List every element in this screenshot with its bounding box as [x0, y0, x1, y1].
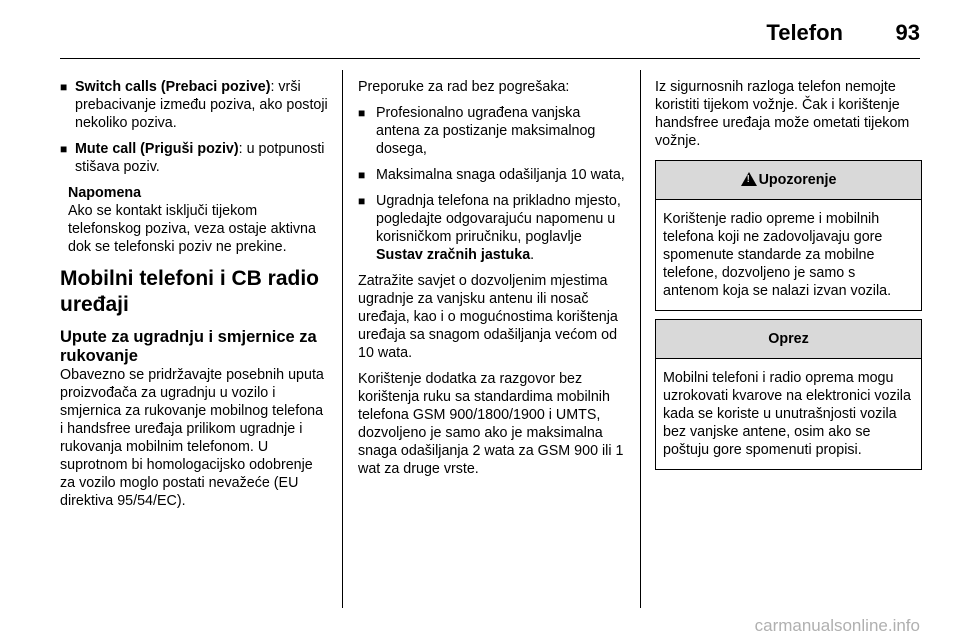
page-number: 93 — [895, 20, 920, 45]
page-header — [0, 14, 960, 54]
note-text: Ako se kontakt isključi tijekom telefonskog poziva, veza ostaje aktivna dok se telefonski poziv ne prekine. — [68, 203, 316, 255]
bullet-icon: ■ — [60, 80, 68, 94]
warning-header — [656, 161, 921, 200]
list-item-text: : vrši prebacivanje između poziva, ako postoji nekoliko poziva. — [75, 79, 328, 131]
warning-text: Korištenje radio opreme i mobilnih telefona koji ne zadovoljavaju gore spomenute standarde za mobilne telefone, dozvoljeno je samo s antenom koja se nalazi izvan vozila. — [663, 211, 892, 299]
list-item — [60, 78, 328, 132]
subsection-heading: Upute za ugradnju i smjernice za rukovanje — [60, 328, 317, 365]
list-item — [60, 140, 328, 176]
list-item-text: Maksimalna snaga odašiljanja 10 wata, — [376, 167, 625, 183]
caution-text: Mobilni telefoni i radio oprema mogu uzrokovati kvarove na elektronici vozila kada se koriste u unutrašnjosti vozila bez vanjske antene, osim ako se poštuju gore spomenuti propisi. — [663, 370, 911, 458]
bullet-icon: ■ — [358, 194, 366, 208]
list-item-text: Profesionalno ugrađena vanjska antena za postizanje maksimalnog dosega, — [376, 105, 596, 157]
watermark: carmanualsonline.info — [754, 616, 920, 635]
bullet-icon: ■ — [358, 106, 366, 120]
column-left — [60, 78, 328, 518]
note-title: Napomena — [68, 185, 142, 201]
list-item-text: : u potpunosti stišava poziv. — [75, 141, 325, 175]
column-divider-right — [640, 70, 641, 608]
list-item — [358, 166, 626, 184]
column-middle — [358, 78, 626, 486]
column-right — [655, 78, 922, 478]
column-divider-left — [342, 70, 343, 608]
menu-option-name: Mute call (Priguši poziv) — [75, 141, 239, 157]
body-paragraph: Zatražite savjet o dozvoljenim mjestima ugradnje za vanjsku antenu ili nosač uređaja, kao i o mogućnostima korištenja uređaja sa snagom odašiljanja većom od 10 wata. — [358, 273, 618, 361]
warning-icon — [741, 172, 757, 186]
list-item — [358, 192, 626, 264]
body-paragraph: Korištenje dodatka za razgovor bez korištenja ruku sa standardima mobilnih telefona GSM 900/1800/1900 i UMTS, dozvoljeno je samo ako je maksimalna snaga odašiljanja 2 wata za GSM 900 ili 1 wat za druge vrste. — [358, 371, 624, 477]
header-rule — [60, 58, 920, 59]
note — [60, 184, 328, 256]
menu-option-name: Switch calls (Prebaci pozive) — [75, 79, 271, 95]
list-item-text: Ugradnja telefona na prikladno mjesto, pogledajte odgovarajuću napomenu u korisničkom priručniku, poglavlje — [376, 193, 621, 245]
body-paragraph: Obavezno se pridržavajte posebnih uputa proizvođača za ugradnju u vozilo i smjernica za rukovanje mobilnog telefona i handsfree uređaja prilikom ugradnje i rukovanja mobilnim telefonom. U suprotnom bi homologacijsko odobrenje za vozilo moglo postati nevažeće (EU direktiva 95/54/EC). — [60, 367, 324, 509]
caution-box — [655, 319, 922, 470]
warning-box — [655, 160, 922, 311]
warning-title: Upozorenje — [758, 172, 837, 188]
chapter-reference-link[interactable]: Sustav zračnih jastuka — [376, 247, 531, 263]
caution-header: Oprez — [656, 320, 921, 359]
list-item-tail: . — [530, 247, 535, 263]
intro-text: Preporuke za rad bez pogrešaka: — [358, 79, 570, 95]
bullet-icon: ■ — [60, 142, 68, 156]
page-header-title: Telefon — [766, 20, 843, 45]
intro-text: Iz sigurnosnih razloga telefon nemojte koristiti tijekom vožnje. Čak i korištenje handsfree uređaja može ometati tijekom vožnje. — [655, 79, 910, 149]
bullet-icon: ■ — [358, 168, 366, 182]
section-heading: Mobilni telefoni i CB radio uređaji — [60, 267, 319, 316]
list-item — [358, 104, 626, 158]
